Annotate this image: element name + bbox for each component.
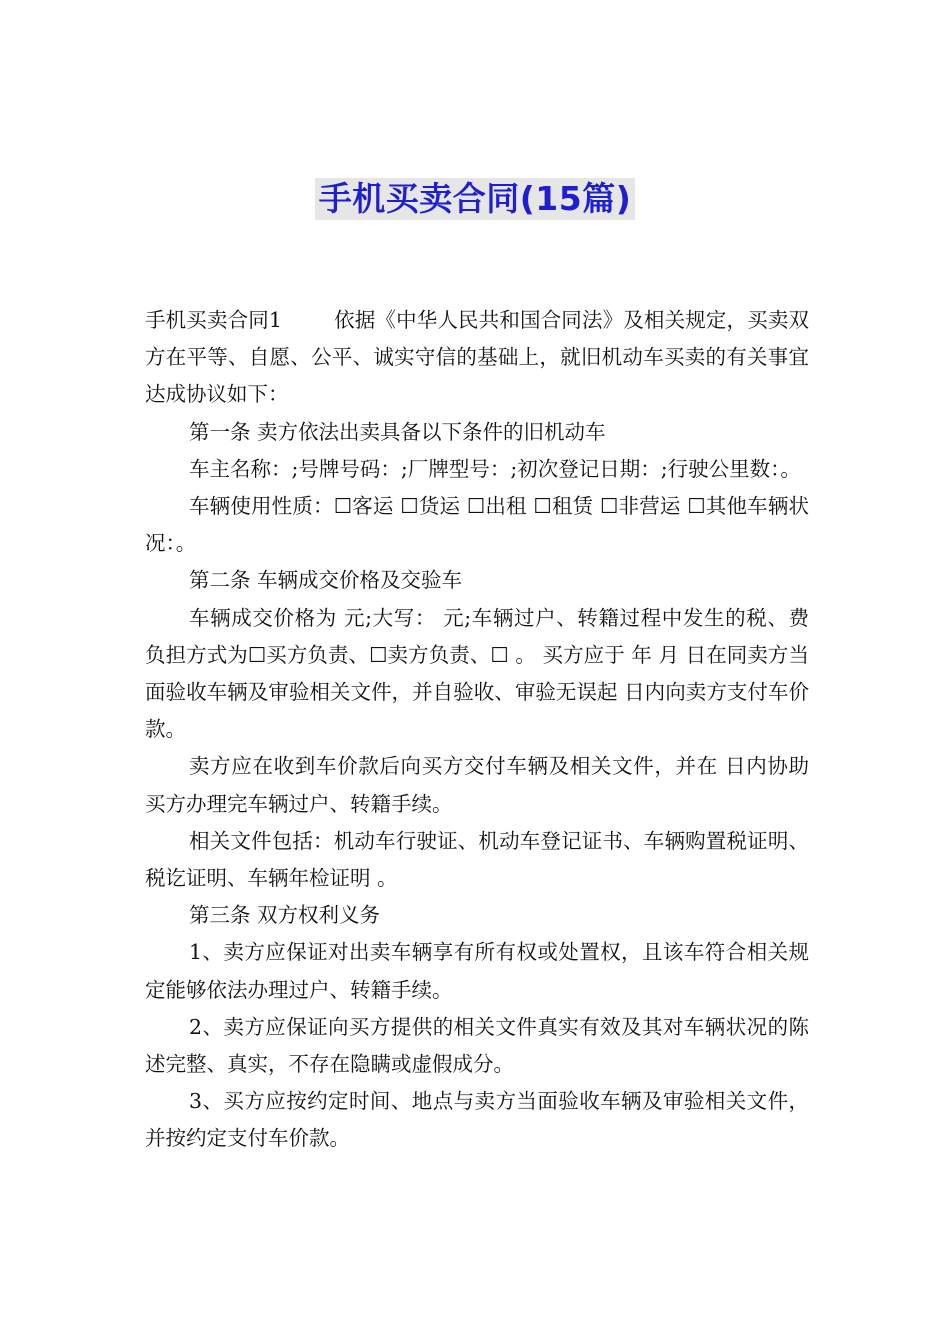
paragraph: 第一条 卖方依法出卖具备以下条件的旧机动车 bbox=[189, 419, 606, 444]
paragraph: 3、买方应按约定时间、地点与卖方当面验收车辆及审验相关文件，并按约定支付车价款。 bbox=[145, 1089, 809, 1151]
paragraph: 相关文件包括：机动车行驶证、机动车登记证书、车辆购置税证明、税讫证明、车辆年检证明 。 bbox=[145, 828, 809, 891]
paragraph: 第三条 双方权利义务 bbox=[189, 903, 381, 928]
paragraph-text: 依据《中华人民共和国合同法》及相关规定，买卖双方在平等、自愿、公平、诚实守信的基础上，就旧机动车买卖的有关事宜达成协议如下： bbox=[145, 308, 809, 407]
paragraph: 1、卖方应保证对出卖车辆享有所有权或处置权，且该车符合相关规定能够依法办理过户、转籍手续。 bbox=[145, 940, 809, 1002]
paragraph-lead: 手机买卖合同1 bbox=[145, 308, 282, 332]
paragraph-intro bbox=[145, 302, 809, 414]
document-body bbox=[145, 302, 809, 1158]
paragraph: 车辆成交价格为 元;大写： 元;车辆过户、转籍过程中发生的税、费负担方式为☐买方负责、☐卖方负责、☐ 。 买方应于 年 月 日在同卖方当面验收车辆及审验相关文件，并自验收、审验无误起 日内向卖方支付车价款。 bbox=[145, 605, 809, 742]
paragraph: 车辆使用性质：☐客运 ☐货运 ☐出租 ☐租赁 ☐非营运 ☐其他车辆状况：。 bbox=[145, 494, 809, 556]
paragraph: 卖方应在收到车价款后向买方交付车辆及相关文件，并在 日内协助买方办理完车辆过户、转籍手续。 bbox=[145, 754, 809, 816]
title-container bbox=[0, 178, 950, 220]
paragraph: 车主名称：;号牌号码：;厂牌型号：;初次登记日期：;行驶公里数：。 bbox=[189, 456, 801, 481]
document-title: 手机买卖合同(15篇) bbox=[315, 178, 636, 220]
paragraph: 第二条 车辆成交价格及交验车 bbox=[189, 568, 463, 593]
paragraph: 2、卖方应保证向买方提供的相关文件真实有效及其对车辆状况的陈述完整、真实，不存在隐瞒或虚假成分。 bbox=[145, 1014, 809, 1077]
